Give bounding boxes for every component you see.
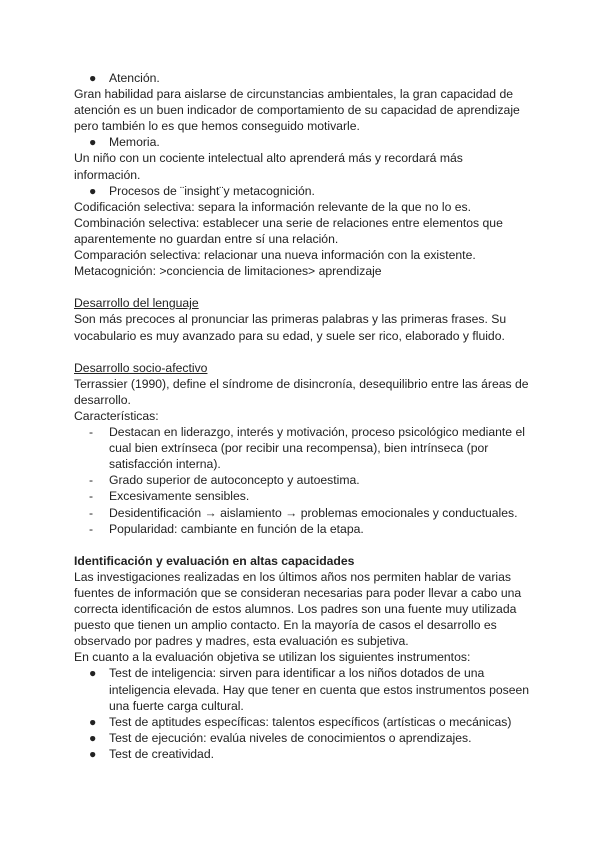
heading-lenguaje: Desarrollo del lenguaje <box>74 296 199 311</box>
list-item <box>74 472 530 488</box>
paragraph-identificacion: Las investigaciones realizadas en los últimos años nos permiten hablar de varias fuentes de información que se consideran necesarias para poder llevar a cabo una correcta identificación de estos alumnos. Los padres son una fuente muy utilizada puesto que tienen un amplio contacto. En la mayoría de casos el desarrollo es observado por padres y madres, esta evaluación es subjetiva. <box>74 569 522 649</box>
paragraph-codificacion: Codificación selectiva: separa la información relevante de la que no lo es. <box>74 199 471 214</box>
spacer <box>74 537 530 553</box>
spacer <box>74 344 530 360</box>
list-item-label: Desidentificación → aislamiento → problemas emocionales y conductuales. <box>109 505 518 520</box>
heading-identificacion: Identificación y evaluación en altas capacidades <box>74 553 355 568</box>
list-item-label: Grado superior de autoconcepto y autoestima. <box>109 473 360 488</box>
list-item-label: Test de creatividad. <box>109 746 215 761</box>
dash-icon: - <box>89 473 94 488</box>
caracteristicas-label: Características: <box>74 408 159 423</box>
list-item-procesos <box>74 183 530 199</box>
list-item-label: Procesos de ¨insight¨y metacognición. <box>109 183 315 198</box>
bullet-icon: ● <box>89 730 97 745</box>
paragraph-lenguaje: Son más precoces al pronunciar las primeras palabras y las primeras frases. Su vocabulario es muy avanzado para su edad, y suele ser rico, elaborado y fluido. <box>74 312 507 343</box>
bullet-icon: ● <box>89 666 97 681</box>
list-item <box>74 730 530 746</box>
list-item-label: Test de inteligencia: sirven para identificar a los niños dotados de una inteligencia elevada. Hay que tener en cuenta que estos instrumentos poseen una fuerte carga cultural. <box>109 666 530 713</box>
paragraph-metacognicion: Metacognición: >conciencia de limitaciones> aprendizaje <box>74 264 382 279</box>
paragraph-memoria: Un niño con un cociente intelectual alto aprenderá más y recordará más información. <box>74 151 463 182</box>
dash-icon: - <box>89 489 94 504</box>
list-item <box>74 521 530 537</box>
list-item-label: Test de aptitudes específicas: talentos específicos (artísticas o mecánicas) <box>109 714 512 729</box>
paragraph-comparacion: Comparación selectiva: relacionar una nueva información con la existente. <box>74 248 476 263</box>
list-item-memoria <box>74 134 530 150</box>
list-item-label: Excesivamente sensibles. <box>109 489 250 504</box>
list-item-label: Popularidad: cambiante en función de la etapa. <box>109 521 364 536</box>
document-page <box>74 70 530 762</box>
bullet-icon: ● <box>89 183 97 198</box>
dash-icon: - <box>89 425 94 440</box>
list-item-label: Memoria. <box>109 135 160 150</box>
list-item <box>74 424 530 472</box>
bullet-icon: ● <box>89 135 97 150</box>
paragraph-socioafectivo: Terrassier (1990), define el síndrome de disincronía, desequilibrio entre las áreas de desarrollo. <box>74 376 529 407</box>
paragraph-evaluacion-objetiva: En cuanto a la evaluación objetiva se utilizan los siguientes instrumentos: <box>74 650 471 665</box>
bullet-icon: ● <box>89 71 97 85</box>
heading-socioafectivo: Desarrollo socio-afectivo <box>74 360 208 375</box>
bullet-icon: ● <box>89 746 97 761</box>
dash-icon: - <box>89 521 94 536</box>
list-item-label: Test de ejecución: evalúa niveles de conocimientos o aprendizajes. <box>109 730 472 745</box>
list-item <box>74 746 530 762</box>
list-item <box>74 714 530 730</box>
paragraph-combinacion: Combinación selectiva: establecer una serie de relaciones entre elementos que aparentemente no guardan entre sí una relación. <box>74 215 503 246</box>
list-item <box>74 488 530 504</box>
list-item <box>74 505 530 521</box>
dash-icon: - <box>89 505 94 520</box>
paragraph-atencion: Gran habilidad para aislarse de circunstancias ambientales, la gran capacidad de atención es un buen indicador de comportamiento de su capacidad de aprendizaje pero también lo es que hemos conseguido motivarle. <box>74 87 520 134</box>
list-item-label: Atención. <box>109 71 160 85</box>
bullet-icon: ● <box>89 714 97 729</box>
list-item <box>74 665 530 713</box>
list-item-label: Destacan en liderazgo, interés y motivación, proceso psicológico mediante el cual bien extrínseca (por recibir una recompensa), bien intrínseca (por satisfacción interna). <box>109 425 525 472</box>
spacer <box>74 279 530 295</box>
list-item-atencion <box>74 70 530 86</box>
